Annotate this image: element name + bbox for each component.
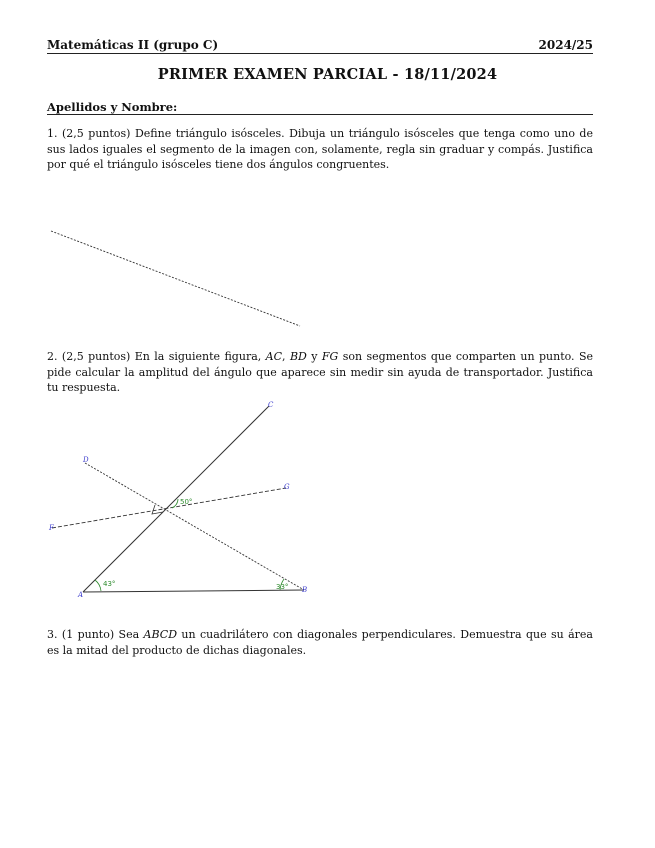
exam-title: PRIMER EXAMEN PARCIAL - 18/11/2024 — [157, 66, 498, 83]
point-label-b: B — [302, 586, 308, 594]
angle-figure — [48, 401, 307, 599]
quadrilateral-name: ABCD — [143, 628, 178, 641]
question-3-text-a: 3. (1 punto) Sea — [47, 628, 144, 641]
angle-label-33: 33° — [276, 583, 289, 591]
point-label-d: D — [83, 456, 89, 464]
point-label-a: A — [78, 591, 84, 599]
segment-fg-line — [52, 488, 286, 528]
segment-ab-line — [83, 590, 304, 592]
angle-arc-43 — [95, 580, 101, 591]
academic-year: 2024/25 — [538, 38, 593, 52]
question-2-sep-2: y — [306, 350, 322, 363]
question-1-text: 1. (2,5 puntos) Define triángulo isósceles. Dibuja un triángulo isósceles que tenga como uno de sus lados iguales el segmento de la imagen con, solamente, regla sin graduar y compás. Justifica por qué el triángulo isósceles tiene dos ángulos congruentes. — [47, 127, 593, 171]
course-name: Matemáticas II (grupo C) — [47, 38, 219, 52]
point-label-f: F — [49, 524, 54, 532]
segment-bd-line — [85, 463, 304, 590]
segment-ac: AC — [265, 350, 283, 363]
point-label-c: C — [268, 401, 274, 409]
question-3-text-b: un cuadrilátero con diagonales perpendiculares. Demuestra que su área es la mitad del producto de dichas diagonales. — [47, 628, 593, 657]
segment-ac-line — [83, 406, 269, 592]
segment-bd: BD — [289, 350, 307, 363]
angle-label-43: 43° — [103, 580, 116, 588]
name-label: Apellidos y Nombre: — [47, 100, 178, 114]
segment-fg: FG — [321, 350, 339, 363]
question-2-sep-1: , — [282, 350, 290, 363]
angle-label-50: 50° — [180, 498, 193, 506]
given-segment — [51, 231, 300, 326]
question-2-text-b: son segmentos que comparten un punto. Se pide calcular la amplitud del ángulo que aparece sin medir sin ayuda de transportador. Justifica tu respuesta. — [47, 350, 593, 394]
question-2-text-a: 2. (2,5 puntos) En la siguiente figura, — [47, 350, 266, 363]
point-label-g: G — [284, 483, 290, 491]
